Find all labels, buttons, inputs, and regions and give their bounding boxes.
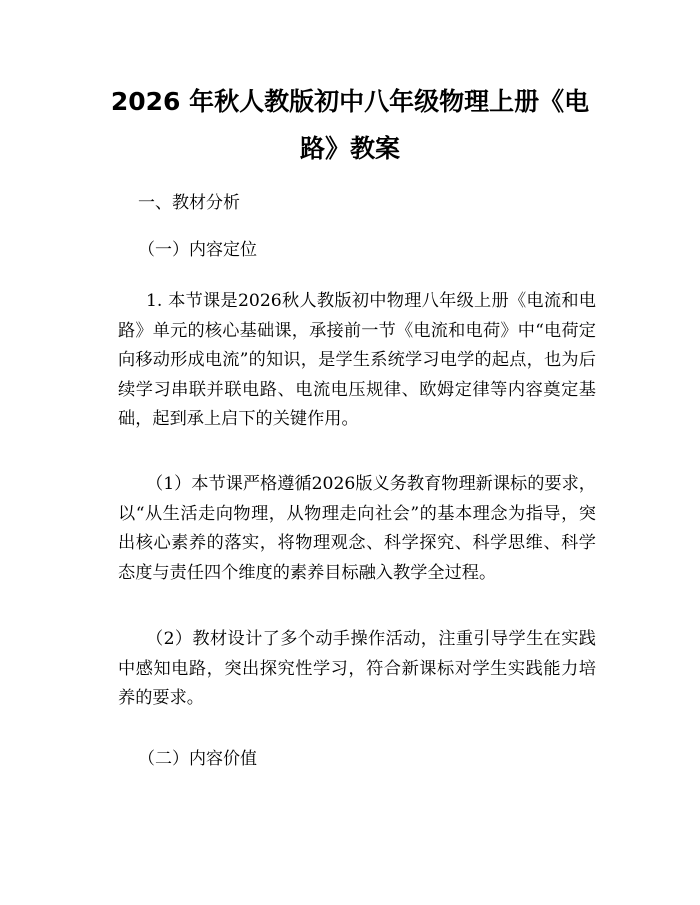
subsection-heading-content-positioning: （一）内容定位 — [138, 240, 257, 260]
subsection-heading-content-value: （二）内容价值 — [138, 749, 257, 769]
document-title-line-1: 2026 年秋人教版初中八年级物理上册《电 — [110, 87, 590, 116]
section-heading-textbook-analysis: 一、教材分析 — [138, 193, 240, 213]
paragraph-lesson-overview: 1. 本节课是2026秋人教版初中物理八年级上册《电流和电路》单元的核心基础课，承接前一节《电流和电荷》中“电荷定向移动形成电流”的知识，是学生系统学习电学的起点，也为后续学习串联并联电路、电流电压规律、欧姆定律等内容奠定基础，起到承上启下的关键作用。 — [118, 291, 596, 430]
paragraph-curriculum-standard: （1）本节课严格遵循2026版义务教育物理新课标的要求，以“从生活走向物理，从物理走向社会”的基本理念为指导，突出核心素养的落实，将物理观念、科学探究、科学思维、科学态度与责任四个维度的素养目标融入教学全过程。 — [118, 474, 596, 583]
paragraph-hands-on-activities: （2）教材设计了多个动手操作活动，注重引导学生在实践中感知电路，突出探究性学习，符合新课标对学生实践能力培养的要求。 — [118, 629, 596, 709]
document-title-line-2: 路》教案 — [299, 134, 400, 163]
